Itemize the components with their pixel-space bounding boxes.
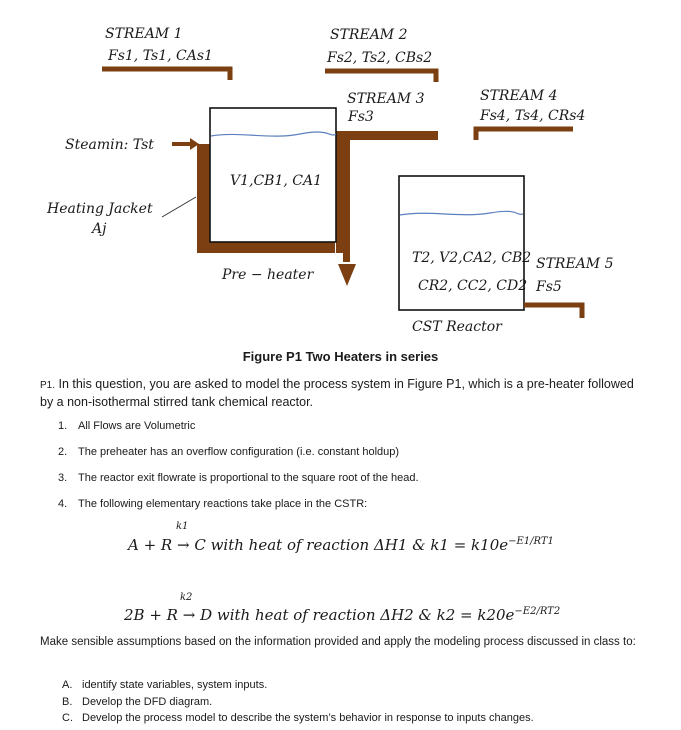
preheater-outlet-arrow	[338, 264, 356, 286]
instructions-paragraph: Make sensible assumptions based on the information provided and apply the modeling process discussed in class to:	[40, 636, 636, 648]
stream4-title: STREAM 4	[480, 88, 558, 104]
reaction-equation-1: A + R → C with heat of reaction ΔH1 & $k1 = k10e^{-E1/RT1}$	[128, 536, 554, 554]
stream3-vars: Fs3	[348, 109, 374, 125]
stream5-title: STREAM 5	[536, 256, 614, 272]
stream4-pipe	[476, 129, 573, 140]
overflow-pipe	[336, 131, 438, 262]
jacket-pointer	[162, 197, 196, 217]
stream5-vars: Fs5	[536, 279, 562, 295]
eq2-rate-label: k2	[180, 592, 193, 603]
jacket-area-label: Aj	[92, 221, 107, 237]
stream3-title: STREAM 3	[347, 91, 425, 107]
list-item: 2. The preheater has an overflow configuration (i.e. constant holdup)	[58, 446, 400, 458]
reactor-liquid-level	[400, 211, 523, 215]
intro-paragraph	[40, 376, 640, 411]
stream4-vars: Fs4, Ts4, CRs4	[480, 108, 586, 124]
preheater-vars: V1,CB1, CA1	[230, 173, 323, 189]
stream1-vars: Fs1, Ts1, CAs1	[108, 48, 213, 64]
list-item: 3. The reactor exit flowrate is proportional to the square root of the head.	[58, 472, 419, 484]
stream1-title: STREAM 1	[105, 26, 183, 42]
tasks-list	[62, 679, 534, 729]
problem-number: P1.	[40, 380, 56, 391]
conditions-list	[58, 420, 419, 524]
stream2-vars: Fs2, Ts2, CBs2	[327, 50, 433, 66]
preheater-label: Pre − heater	[222, 267, 314, 283]
list-item: C. Develop the process model to describe the system’s behavior in response to inputs changes.	[62, 712, 534, 724]
figure-caption: Figure P1 Two Heaters in series	[242, 349, 439, 364]
list-item: B. Develop the DFD diagram.	[62, 695, 213, 708]
process-diagram	[0, 0, 681, 345]
reaction-equation-2: 2B + R → D with heat of reaction ΔH2 & $k2 = k20e^{-E2/RT2}$	[124, 606, 561, 624]
list-item: A. identify state variables, system inputs.	[62, 679, 268, 691]
list-item: 1. All Flows are Volumetric	[58, 420, 196, 432]
reactor-label: CST Reactor	[412, 319, 502, 335]
list-item: 4. The following elementary reactions take place in the CSTR:	[58, 498, 368, 510]
stream2-title: STREAM 2	[330, 27, 408, 43]
reactor-vars-1: T2, V2,CA2, CB2	[412, 250, 532, 266]
heating-jacket	[197, 144, 335, 253]
reactor-vars-2: CR2, CC2, CD2	[418, 278, 528, 294]
steam-label: Steamin: Tst	[65, 137, 154, 153]
jacket-label: Heating Jacket	[47, 201, 153, 217]
stream2-pipe	[325, 71, 436, 82]
preheater-liquid-level	[211, 132, 336, 136]
stream1-pipe	[102, 69, 230, 80]
intro-text: In this question, you are asked to model the process system in Figure P1, which is a pre-heater followed by a non-isothermal stirred tank chemical reactor.	[40, 377, 634, 409]
stream5-pipe	[524, 305, 582, 318]
eq1-rate-label: k1	[176, 521, 189, 532]
